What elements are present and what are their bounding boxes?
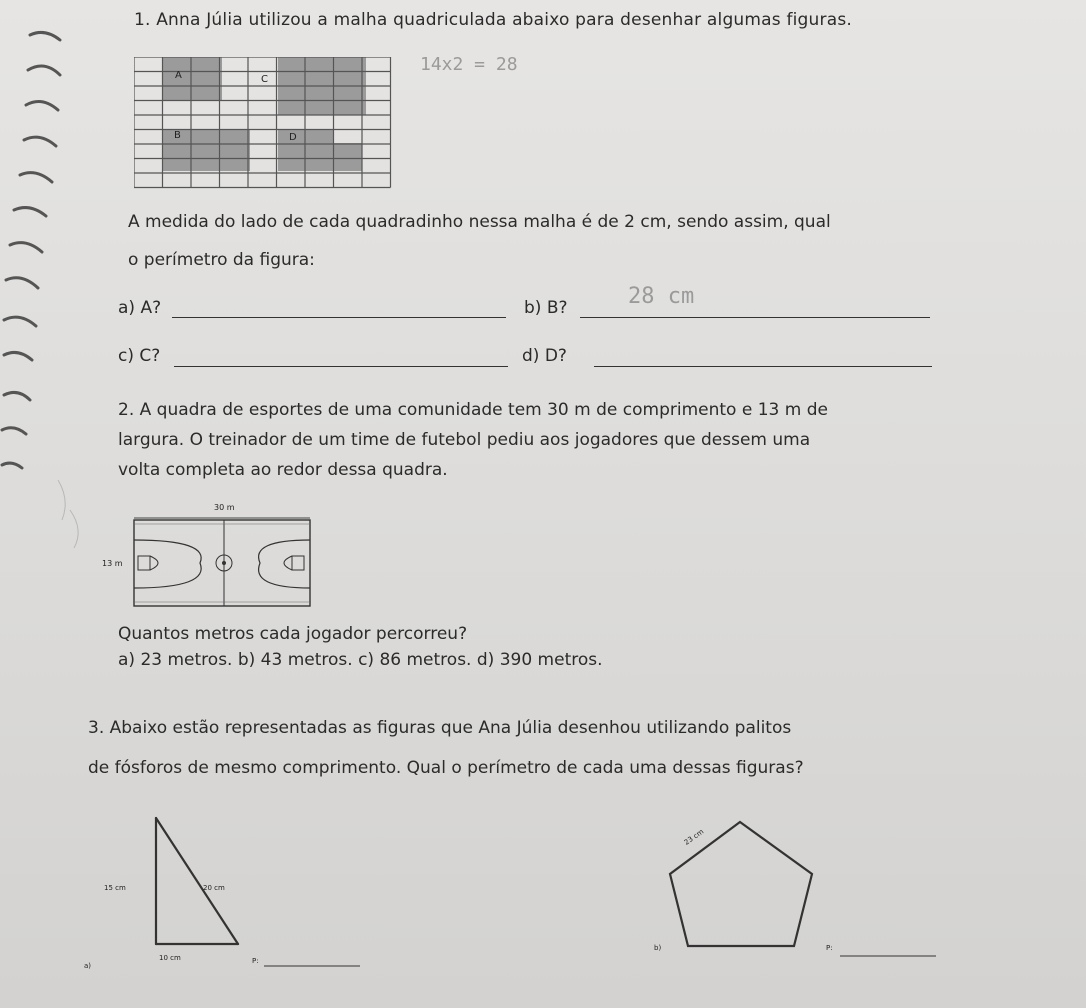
question-1-title: 1. Anna Júlia utilizou a malha quadriculada abaixo para desenhar algumas figuras. xyxy=(134,10,852,30)
q1-item-b-label: b) B? xyxy=(524,298,568,318)
q1-item-a-answer-line[interactable] xyxy=(172,317,506,318)
triangle-left-side-label: 15 cm xyxy=(104,884,126,892)
q1-item-c-answer-line[interactable] xyxy=(174,366,508,367)
question-2-line-2: largura. O treinador de um time de futebol pediu aos jogadores que dessem uma xyxy=(118,430,811,450)
pentagon-figure xyxy=(640,810,950,980)
q1-item-b-answer: 28 cm xyxy=(628,284,695,309)
square-grid xyxy=(134,57,392,191)
q1-prompt-line-1: A medida do lado de cada quadradinho nessa malha é de 2 cm, sendo assim, qual xyxy=(128,212,831,232)
q1-item-b-answer-line[interactable] xyxy=(580,317,930,318)
question-2-line-1: 2. A quadra de esportes de uma comunidade tem 30 m de comprimento e 13 m de xyxy=(118,400,828,420)
q1-item-c-label: c) C? xyxy=(118,346,161,366)
triangle-figure xyxy=(80,810,380,980)
court-length-label: 30 m xyxy=(214,503,235,512)
pentagon-perimeter-label: P: xyxy=(826,944,833,952)
court-width-label: 13 m xyxy=(102,559,123,568)
q1-prompt-line-2: o perímetro da figura: xyxy=(128,250,315,270)
grid-label-a: A xyxy=(175,70,182,81)
q1-item-d-answer-line[interactable] xyxy=(594,366,932,367)
triangle-perimeter-label: P: xyxy=(252,957,259,965)
q1-item-a-label: a) A? xyxy=(118,298,162,318)
question-2-question: Quantos metros cada jogador percorreu? xyxy=(118,624,468,644)
question-3-line-2: de fósforos de mesmo comprimento. Qual o perímetro de cada uma dessas figuras? xyxy=(88,758,804,778)
triangle-base-label: 10 cm xyxy=(159,954,181,962)
sports-court-diagram xyxy=(100,496,320,611)
pentagon-item-label: b) xyxy=(654,944,662,952)
pentagon-side-label: 23 cm xyxy=(682,827,706,847)
q1-item-d-label: d) D? xyxy=(522,346,567,366)
question-2-line-3: volta completa ao redor dessa quadra. xyxy=(118,460,448,480)
question-2-options[interactable]: a) 23 metros. b) 43 metros. c) 86 metros. d) 390 metros. xyxy=(118,650,603,670)
grid-label-b: B xyxy=(174,130,181,141)
grid-label-d: D xyxy=(289,132,297,143)
question-3-line-1: 3. Abaixo estão representadas as figuras que Ana Júlia desenhou utilizando palitos xyxy=(88,718,792,738)
triangle-hypotenuse-label: 20 cm xyxy=(203,884,225,892)
triangle-item-label: a) xyxy=(84,962,92,970)
handwritten-calculation: 14x2 = 28 xyxy=(420,54,518,75)
grid-label-c: C xyxy=(261,74,268,85)
